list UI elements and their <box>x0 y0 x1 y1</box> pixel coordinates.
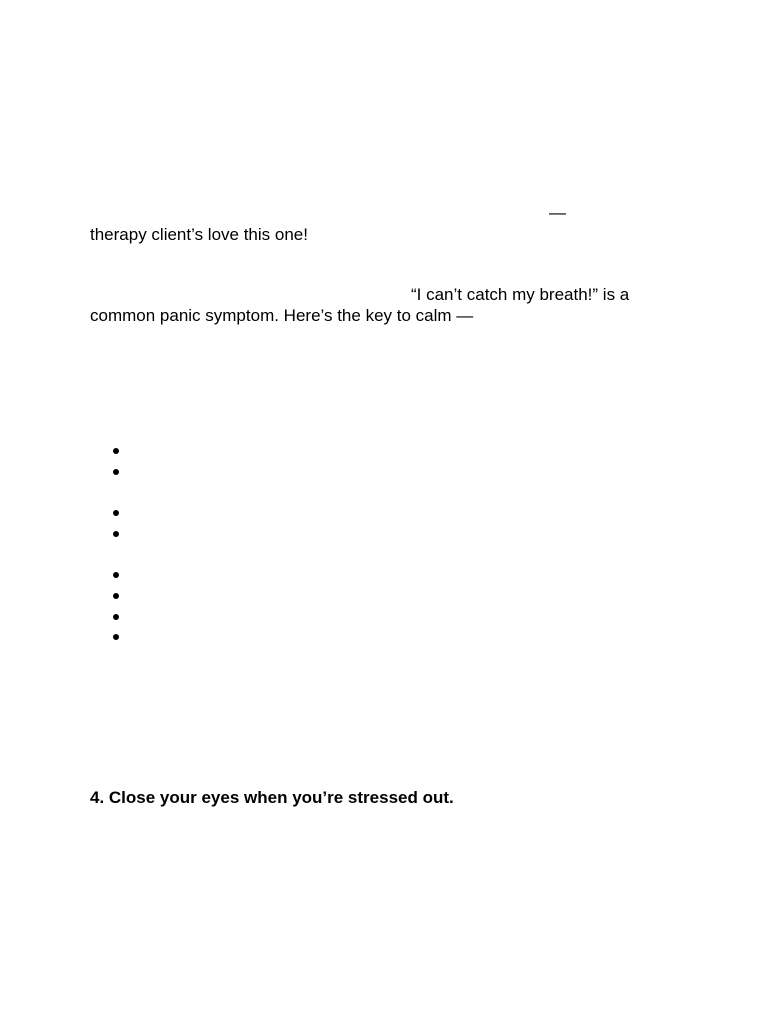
bullet-point <box>113 593 119 599</box>
bullet-point <box>113 510 119 516</box>
bullet-point <box>113 634 119 640</box>
bullet-point <box>113 572 119 578</box>
bullet-point <box>113 469 119 475</box>
section-heading: 4. Close your eyes when you’re stressed out. <box>90 788 454 807</box>
bullet-point <box>113 448 119 454</box>
paragraph-text: therapy client’s love this one! <box>90 225 308 244</box>
paragraph-dash: — <box>549 203 566 222</box>
bullet-point <box>113 531 119 537</box>
paragraph-text: “I can’t catch my breath!” is a <box>411 285 630 304</box>
bullet-point <box>113 614 119 620</box>
paragraph-text: common panic symptom. Here’s the key to calm — <box>90 306 474 325</box>
